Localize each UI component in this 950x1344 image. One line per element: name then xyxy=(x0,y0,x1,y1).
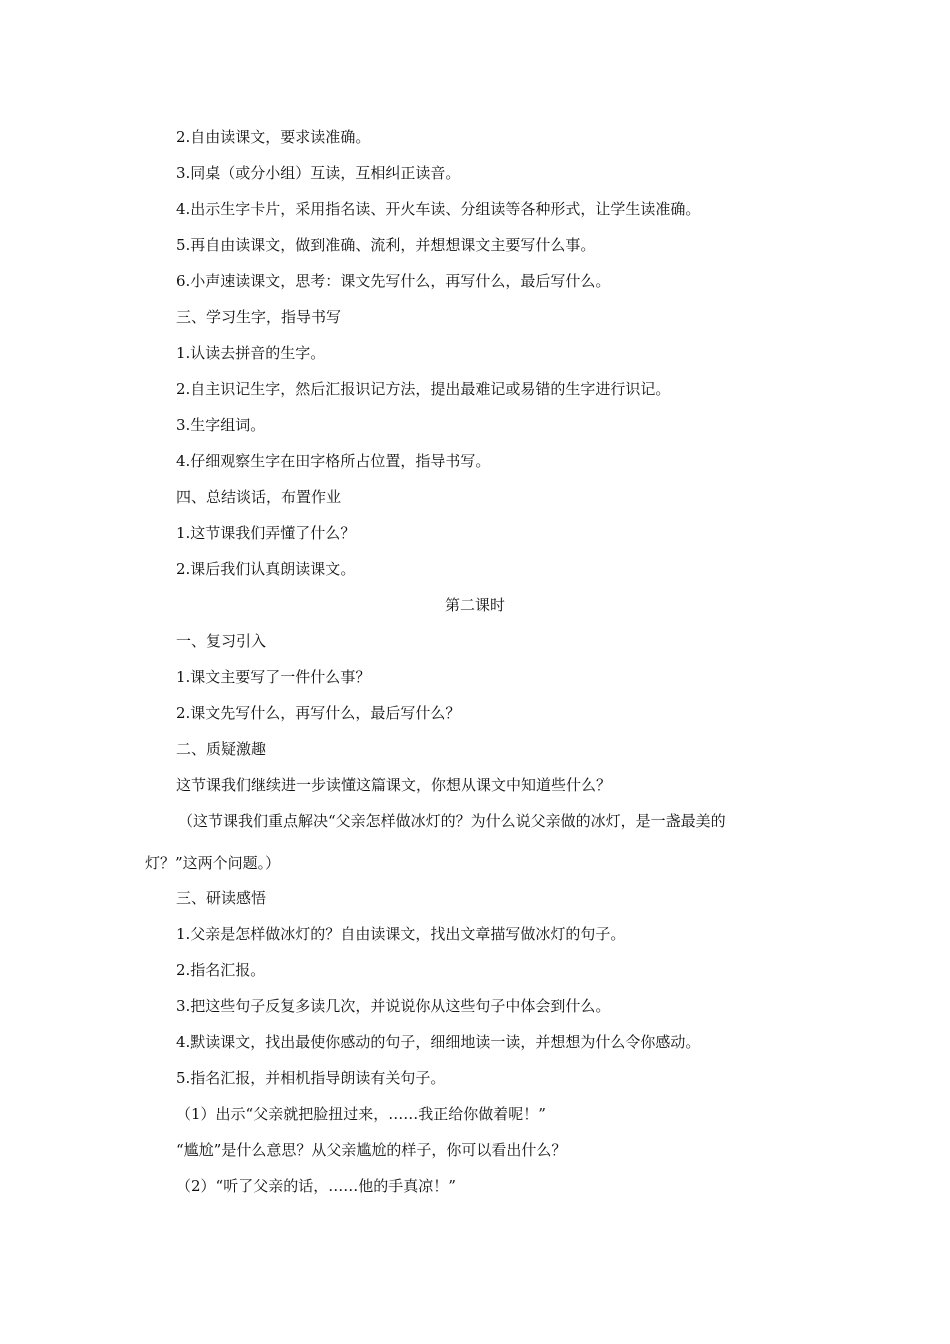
text-line-3: 4.出示生字卡片，采用指名读、开火车读、分组读等各种形式，让学生读准确。 xyxy=(176,200,701,218)
section-heading-2: 二、质疑激趣 xyxy=(176,740,267,758)
text-line-4: 5.再自由读课文，做到准确、流利，并想想课文主要写什么事。 xyxy=(176,236,596,254)
section-heading-1: 一、复习引入 xyxy=(176,632,267,650)
text-line-24: （2）“听了父亲的话，……他的手真凉！” xyxy=(176,1177,456,1195)
text-line-15: （这节课我们重点解决“父亲怎样做冰灯的？为什么说父亲做的冰灯，是一盏最美的 xyxy=(178,812,726,830)
section-heading-3b: 三、研读感悟 xyxy=(176,889,267,907)
text-line-10: 1.这节课我们弄懂了什么？ xyxy=(176,524,356,542)
text-line-17: 1.父亲是怎样做冰灯的？自由读课文，找出文章描写做冰灯的句子。 xyxy=(176,925,626,943)
section-heading-4: 四、总结谈话，布置作业 xyxy=(176,488,342,506)
text-line-1: 2.自由读课文，要求读准确。 xyxy=(176,128,371,146)
text-line-19: 3.把这些句子反复多读几次，并说说你从这些句子中体会到什么。 xyxy=(176,997,611,1015)
text-line-22: （1）出示“父亲就把脸扭过来，……我正给你做着呢！” xyxy=(176,1105,546,1123)
text-line-23: “尴尬”是什么意思？从父亲尴尬的样子，你可以看出什么？ xyxy=(176,1141,567,1159)
text-line-21: 5.指名汇报，并相机指导朗读有关句子。 xyxy=(176,1069,446,1087)
text-line-8: 3.生字组词。 xyxy=(176,416,266,434)
text-line-18: 2.指名汇报。 xyxy=(176,961,266,979)
text-line-2: 3.同桌（或分小组）互读，互相纠正读音。 xyxy=(176,164,461,182)
text-line-6: 1.认读去拼音的生字。 xyxy=(176,344,326,362)
text-line-20: 4.默读课文，找出最使你感动的句子，细细地读一读，并想想为什么令你感动。 xyxy=(176,1033,701,1051)
text-line-12: 1.课文主要写了一件什么事？ xyxy=(176,668,371,686)
text-line-11: 2.课后我们认真朗读课文。 xyxy=(176,560,356,578)
text-line-5: 6.小声速读课文，思考：课文先写什么，再写什么，最后写什么。 xyxy=(176,272,611,290)
lesson-title: 第二课时 xyxy=(444,596,505,614)
text-line-14: 这节课我们继续进一步读懂这篇课文，你想从课文中知道些什么？ xyxy=(176,776,612,794)
text-line-9: 4.仔细观察生字在田字格所占位置，指导书写。 xyxy=(176,452,491,470)
text-line-13: 2.课文先写什么，再写什么，最后写什么？ xyxy=(176,704,461,722)
text-line-16: 灯？”这两个问题。） xyxy=(145,854,281,872)
section-heading-3: 三、学习生字，指导书写 xyxy=(176,308,342,326)
text-line-7: 2.自主识记生字，然后汇报识记方法，提出最难记或易错的生字进行识记。 xyxy=(176,380,671,398)
